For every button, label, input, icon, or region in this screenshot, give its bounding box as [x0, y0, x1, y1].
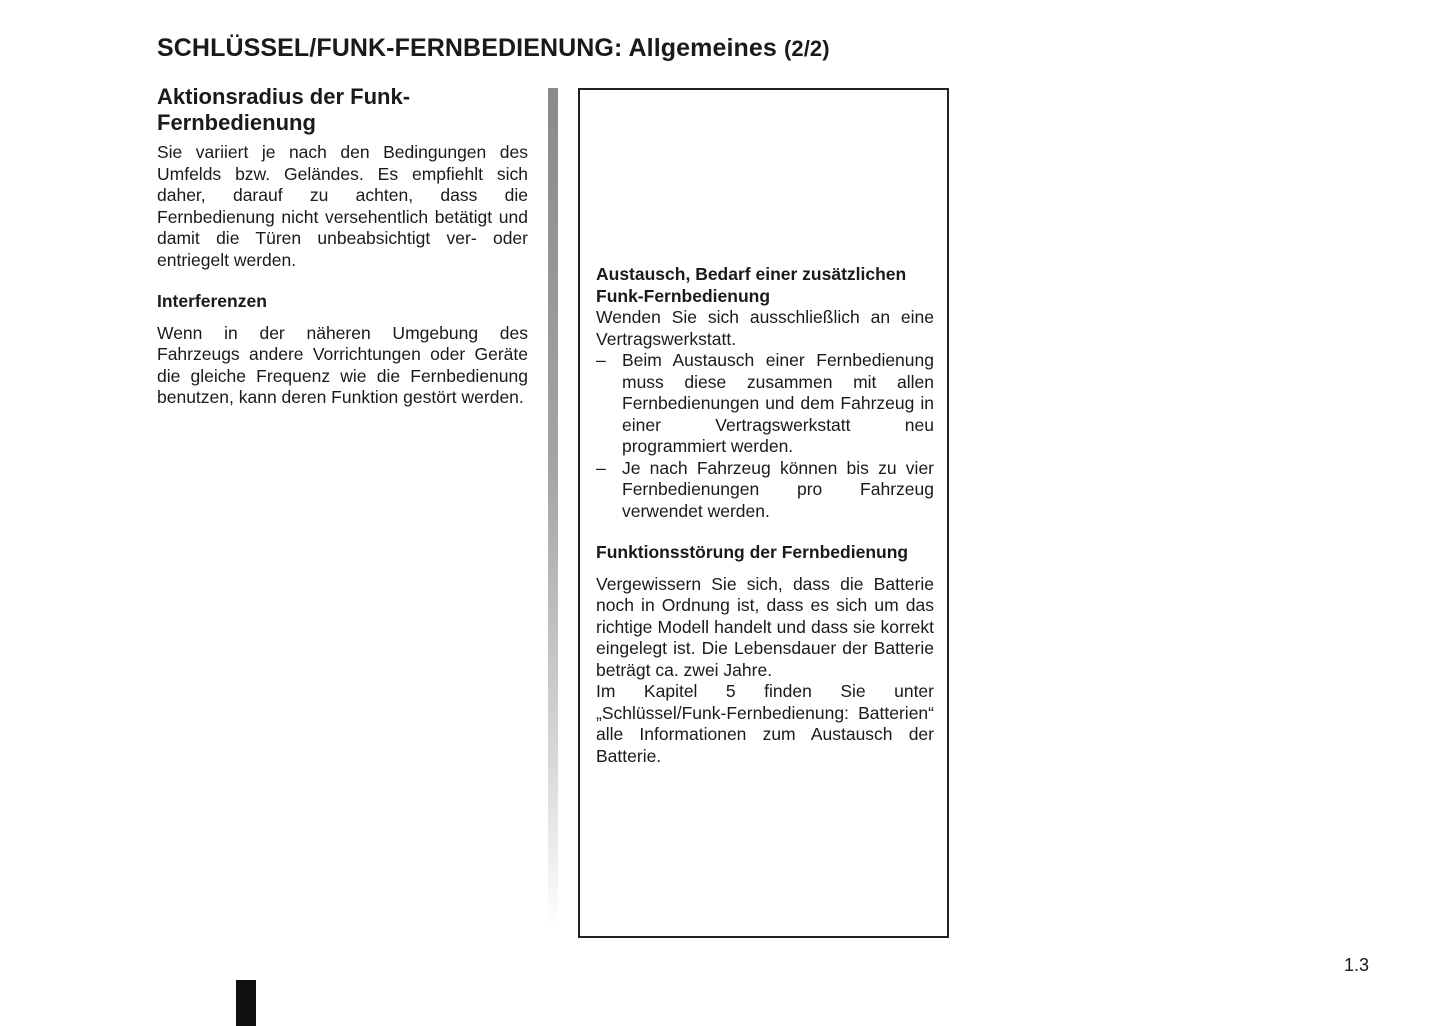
page-number: 1.3: [1344, 955, 1370, 975]
malfunction-heading: Funktionsstörung der Fernbedienung: [596, 542, 909, 562]
page-title-part-indicator: (2/2): [783, 36, 830, 61]
info-box-content: [596, 264, 934, 767]
chapter-tab-marker: [236, 980, 256, 1026]
replacement-intro: Wenden Sie sich ausschließlich an eine Vertragswerkstatt.: [596, 307, 934, 349]
dash-bullet: –: [596, 457, 606, 478]
malfunction-paragraph: Vergewissern Sie sich, dass die Batterie noch in Ordnung ist, dass es sich um das richtige Modell handelt und dass sie korrekt eingelegt ist. Die Lebensdauer der Batterie beträgt ca. zwei Jahre.: [596, 573, 934, 680]
dash-bullet: –: [596, 350, 606, 370]
battery-reference-paragraph: Im Kapitel 5 finden Sie unter „Schlüssel/Funk-Fernbedienung: Batterien“ alle Informationen zum Austausch der Batterie.: [596, 681, 934, 766]
section-heading-interference: Interferenzen: [157, 291, 267, 311]
list-item: [596, 458, 934, 523]
list-item: [596, 350, 934, 458]
page-title-main: SCHLÜSSEL/FUNK-FERNBEDIENUNG: Allgemeines: [157, 34, 777, 62]
replacement-list: [596, 350, 934, 522]
info-box: [578, 88, 949, 938]
range-paragraph: Sie variiert je nach den Bedingungen des Umfelds bzw. Geländes. Es empfiehlt sich daher, darauf zu achten, dass die Fernbedienung nicht versehentlich betätigt und damit die Türen unbeabsichtigt ver- oder entriegelt werden.: [157, 142, 528, 270]
section-heading-range: Aktionsradius der Funk-Fernbedienung: [157, 84, 411, 135]
page-title: [157, 34, 830, 63]
left-column: [157, 84, 528, 409]
replacement-heading: Austausch, Bedarf einer zusätzlichen Funk-Fernbedienung: [596, 264, 907, 306]
margin-gradient-bar: [548, 88, 558, 930]
list-item-text: Je nach Fahrzeug können bis zu vier Fernbedienungen pro Fahrzeug verwendet werden.: [622, 457, 934, 521]
interference-paragraph: Wenn in der näheren Umgebung des Fahrzeugs andere Vorrichtungen oder Geräte die gleiche Frequenz wie die Fernbedienung benutzen, kann deren Funktion gestört werden.: [157, 322, 528, 407]
list-item-text: Beim Austausch einer Fernbedienung muss diese zusammen mit allen Fernbedienungen und dem Fahrzeug in einer Vertragswerkstatt neu programmiert werden.: [622, 350, 934, 456]
